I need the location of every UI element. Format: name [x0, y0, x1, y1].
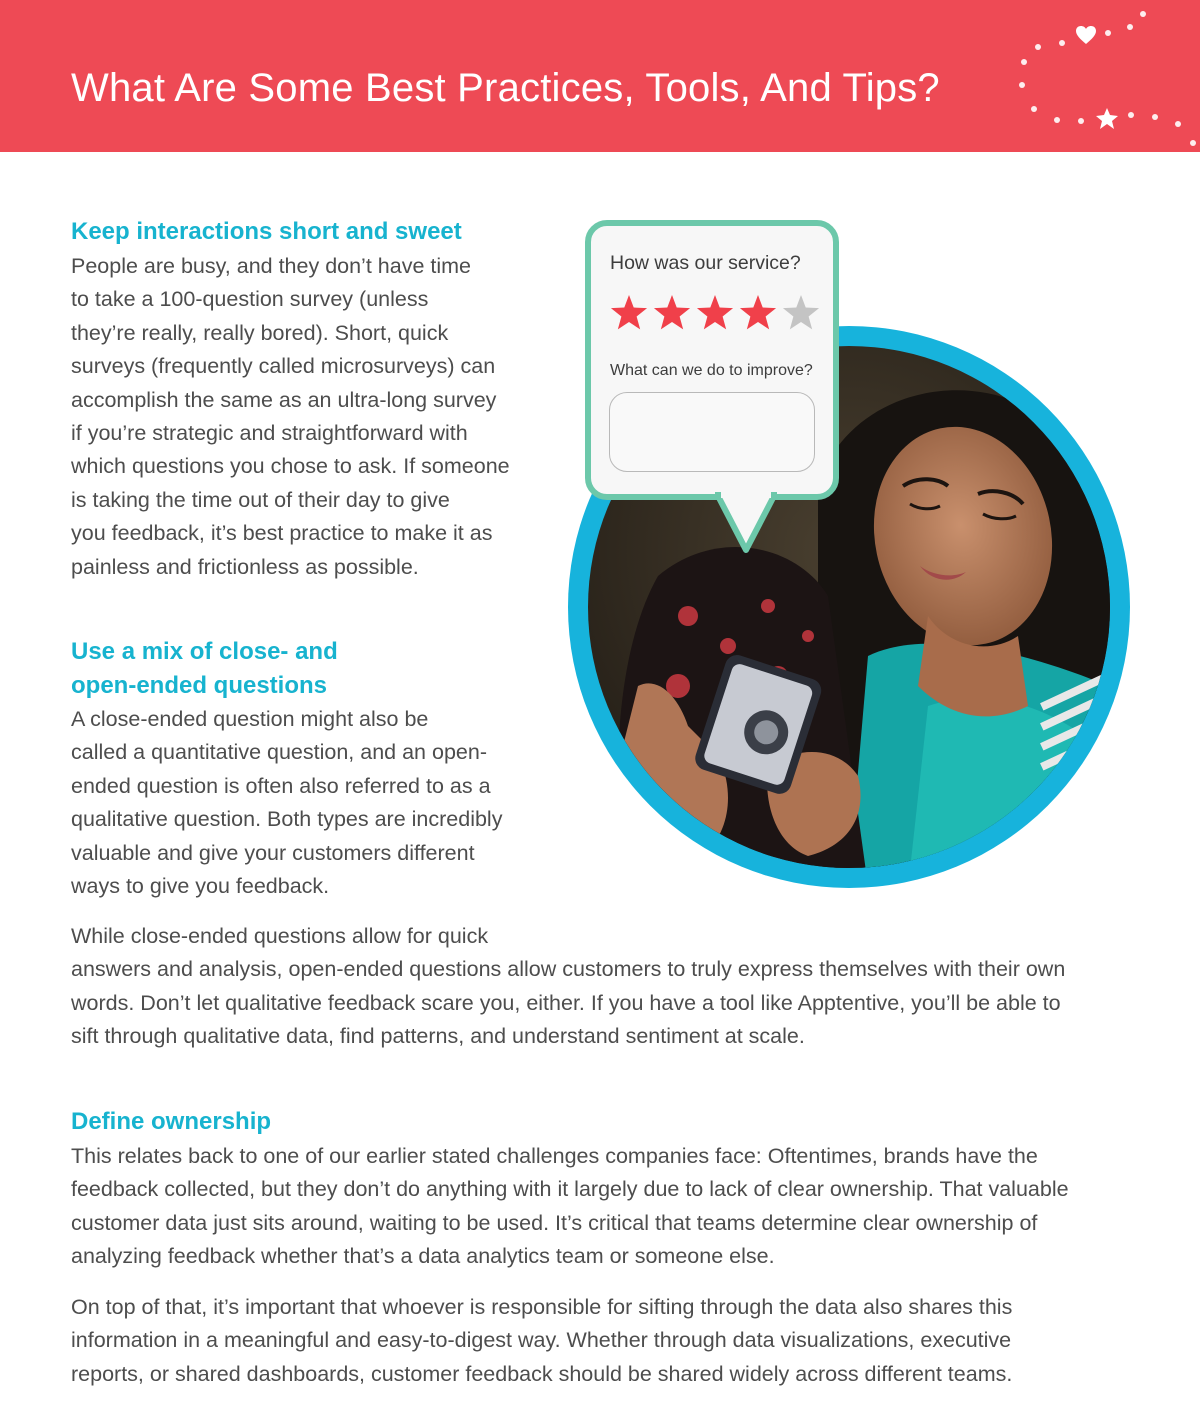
- body-line: reports, or shared dashboards, customer feedback should be shared widely across different teams.: [71, 1361, 1013, 1386]
- survey-card: [585, 220, 839, 500]
- improve-question: What can we do to improve?: [610, 362, 813, 379]
- star-rating[interactable]: [610, 292, 822, 336]
- section-heading-short-interactions: Keep interactions short and sweet: [71, 218, 462, 245]
- star-icon[interactable]: [783, 295, 819, 329]
- survey-question: How was our service?: [610, 252, 801, 274]
- section-body-question-mix: [71, 703, 502, 903]
- body-line: This relates back to one of our earlier stated challenges companies face: Oftentimes, brands have the: [71, 1144, 1038, 1168]
- decorative-dots: [1000, 0, 1200, 152]
- page-title: What Are Some Best Practices, Tools, And Tips?: [71, 66, 940, 110]
- header-banner: [0, 0, 1200, 152]
- body-line: customer data just sits around, waiting to be used. It’s critical that teams determine clear ownership of: [71, 1210, 1038, 1235]
- star-icon[interactable]: [697, 295, 733, 329]
- body-line: feedback collected, but they don’t do anything with it largely due to lack of clear ownership. That valuable: [71, 1177, 1069, 1202]
- body-line: you feedback, it’s best practice to make it as: [71, 521, 493, 546]
- body-line: qualitative question. Both types are incredibly: [71, 807, 503, 832]
- section-body-ownership-continued: [71, 1291, 1012, 1391]
- sparkle-star-icon: [1096, 108, 1118, 129]
- body-line: called a quantitative question, and an open-: [71, 740, 487, 765]
- star-icon[interactable]: [654, 295, 690, 329]
- body-line: ended question is often also referred to as a: [71, 773, 491, 798]
- body-line: On top of that, it’s important that whoever is responsible for sifting through the data also shares this: [71, 1295, 1013, 1319]
- body-line: painless and frictionless as possible.: [71, 554, 419, 579]
- improve-answer-input[interactable]: [609, 392, 815, 472]
- section-heading-ownership: Define ownership: [71, 1108, 272, 1135]
- body-line: accomplish the same as an ultra-long survey: [71, 387, 497, 412]
- body-line: which questions you chose to ask. If someone: [71, 454, 510, 479]
- body-line: People are busy, and they don’t have time: [71, 254, 471, 278]
- section-body-ownership: [71, 1140, 1069, 1274]
- body-line: if you’re strategic and straightforward with: [71, 421, 468, 446]
- body-line: information in a meaningful and easy-to-digest way. Whether through data visualizations, executive: [71, 1328, 1012, 1353]
- body-line: words. Don’t let qualitative feedback scare you, either. If you have a tool like Apptentive, you’ll be able to: [71, 990, 1061, 1015]
- body-line: analyzing feedback whether that’s a data analytics team or someone else.: [71, 1244, 775, 1269]
- body-line: answers and analysis, open-ended questions allow customers to truly express themselves with their own: [71, 957, 1066, 982]
- body-line: sift through qualitative data, find patterns, and understand sentiment at scale.: [71, 1024, 805, 1049]
- body-line: surveys (frequently called microsurveys) can: [71, 354, 496, 379]
- body-line: to take a 100-question survey (unless: [71, 287, 429, 312]
- section-heading-question-mix: Use a mix of close- and open-ended questions: [71, 638, 338, 699]
- heart-icon: [1076, 26, 1096, 44]
- body-line: is taking the time out of their day to give: [71, 487, 450, 512]
- section-body-question-mix-continued: [71, 920, 1065, 1054]
- speech-bubble-tail: [715, 492, 777, 556]
- body-line: they’re really, really bored). Short, quick: [71, 320, 449, 345]
- body-line: valuable and give your customers different: [71, 840, 475, 865]
- star-icon[interactable]: [611, 295, 647, 329]
- body-line: ways to give you feedback.: [71, 874, 330, 899]
- body-line: A close-ended question might also be: [71, 707, 429, 731]
- section-body-short-interactions: [71, 250, 510, 584]
- star-icon[interactable]: [740, 295, 776, 329]
- body-line: While close-ended questions allow for quick: [71, 924, 489, 948]
